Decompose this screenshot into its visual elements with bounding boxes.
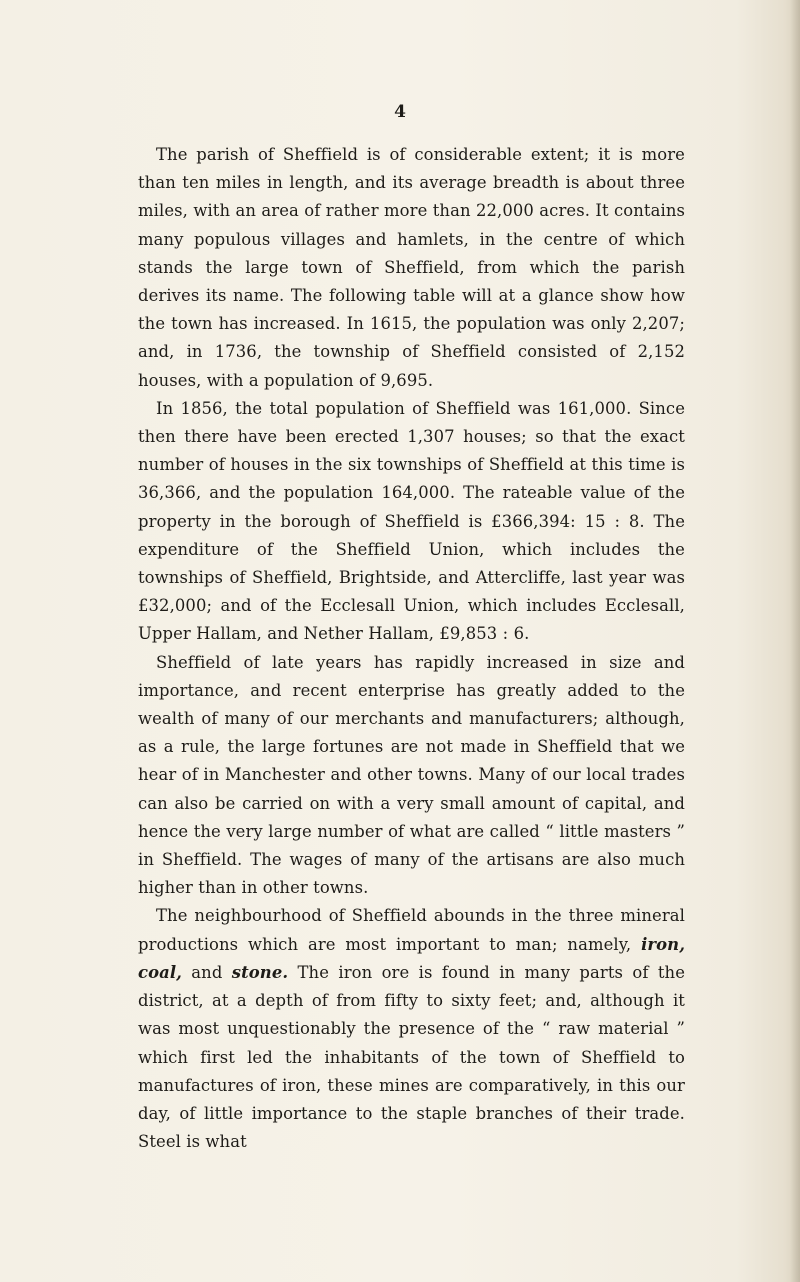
page-edge-shadow bbox=[790, 0, 800, 1282]
paragraph-population-1856: In 1856, the total population of Sheffield was 161,000. Since then there have been erected 1,307 houses; so that the exact number of houses in the six townships of Sheffield at this time is 36,366, and the population 164,000. The rateable value of the property in the borough of Sheffield is £366,394: 15 : 8. The expenditure of the Sheffield Union, which includes the townships of Sheffield, Brightside, and Attercliffe, last year was £32,000; and of the Ecclesall Union, which includes Ecclesall, Upper Hallam, and Nether Hallam, £9,853 : 6. bbox=[138, 398, 685, 644]
paragraph-growth-and-trade: Sheffield of late years has rapidly increased in size and importance, and recent enterprise has greatly added to the wealth of many of our merchants and manufacturers; although, as a rule, the large fortunes are not made in Sheffield that we hear of in Manchester and other towns. Many of our local trades can also be carried on with a very small amount of capital, and hence the very large number of what are called “ little masters ” in Sheffield. The wages of many of the artisans are also much higher than in other towns. bbox=[138, 652, 685, 898]
body-text bbox=[138, 141, 685, 1156]
mineral-text-after: The iron ore is found in many parts of the district, at a depth of from fifty to sixty feet; and, although it was most unquestionably the presence of the “ raw material ” which first led the inhabitants of the town of Sheffield to manufactures of iron, these mines are comparatively, in this our day, of little importance to the staple branches of their trade. Steel is what bbox=[138, 962, 685, 1152]
mineral-text-before: The neighbourhood of Sheffield abounds in the three mineral productions which are most important to man; namely, bbox=[138, 906, 685, 954]
page-number: 4 bbox=[394, 102, 406, 122]
mineral-italic-iron-coal: iron, coal, bbox=[138, 934, 685, 982]
mineral-italic-stone: stone. bbox=[231, 962, 289, 982]
paragraph-mineral-productions bbox=[138, 902, 685, 1156]
paragraph-parish-extent: The parish of Sheffield is of considerable extent; it is more than ten miles in length, and its average breadth is about three miles, with an area of rather more than 22,000 acres. It contains many populous villages and hamlets, in the centre of which stands the large town of Sheffield, from which the parish derives its name. The following table will at a glance show how the town has increased. In 1615, the population was only 2,207; and, in 1736, the township of Sheffield consisted of 2,152 houses, with a population of 9,695. bbox=[138, 145, 685, 390]
mineral-text-middle: and bbox=[181, 962, 232, 982]
